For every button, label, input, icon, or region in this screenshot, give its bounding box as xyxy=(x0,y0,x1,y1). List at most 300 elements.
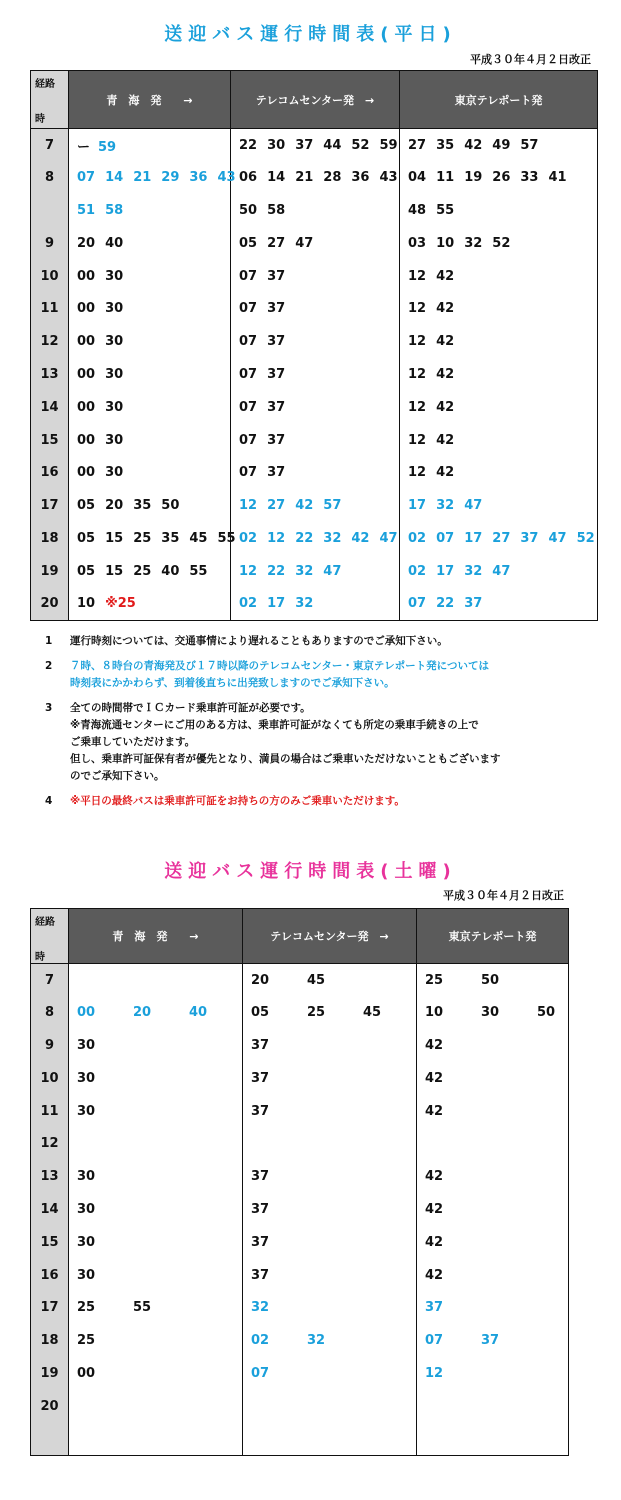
departure-minute: 42 xyxy=(436,301,455,317)
note-line: ７時、８時台の青海発及び１７時以降のテレコムセンター・東京テレポート発については xyxy=(70,660,489,672)
hour-label: 時 xyxy=(35,952,45,963)
departure-minute: 32 xyxy=(307,1333,326,1349)
departure-minute: 37 xyxy=(295,137,314,153)
timetable-row xyxy=(31,964,569,997)
hour-cell: 13 xyxy=(31,1160,69,1193)
departure-cell xyxy=(417,996,569,1029)
timetable-row xyxy=(31,1095,569,1128)
departure-minute: 55 xyxy=(133,1300,152,1316)
departure-cell xyxy=(417,1160,569,1193)
departure-minute: 37 xyxy=(267,268,286,284)
departure-minute: 47 xyxy=(492,563,511,579)
departure-cell xyxy=(243,1226,417,1259)
departure-cell xyxy=(400,129,598,162)
departure-minute: 07 xyxy=(77,170,96,186)
note-number: 2 xyxy=(45,660,53,672)
departure-minute: 30 xyxy=(105,399,124,415)
departure-minute: 07 xyxy=(436,530,455,546)
departure-cell xyxy=(69,555,231,588)
departure-cell xyxy=(400,489,598,522)
note-line: のでご承知下さい。 xyxy=(70,770,165,782)
departure-minute: 48 xyxy=(408,202,427,218)
departure-minute: 42 xyxy=(436,268,455,284)
departure-cell xyxy=(231,522,400,555)
departure-cell xyxy=(69,1062,243,1095)
saturday-timetable xyxy=(30,908,569,1456)
timetable-row xyxy=(31,325,598,358)
timetable-row xyxy=(31,424,598,457)
departure-minute: 05 xyxy=(77,563,96,579)
route-hour-header xyxy=(31,909,69,964)
timetable-row xyxy=(31,555,598,588)
departure-cell xyxy=(400,391,598,424)
departure-minute: 44 xyxy=(323,137,342,153)
departure-cell xyxy=(231,227,400,260)
departure-minute: 12 xyxy=(408,432,427,448)
departure-minute: 32 xyxy=(251,1300,270,1316)
departure-cell xyxy=(417,1029,569,1062)
departure-cell xyxy=(231,588,400,621)
departure-cell xyxy=(243,1160,417,1193)
departure-minute: 32 xyxy=(436,498,455,514)
departure-minute: 32 xyxy=(295,563,314,579)
departure-cell xyxy=(69,1390,243,1423)
departure-minute: 37 xyxy=(464,596,483,612)
departure-cell xyxy=(69,161,236,194)
departure-minute: 07 xyxy=(239,301,258,317)
departure-minute: 42 xyxy=(436,366,455,382)
timetable-row xyxy=(31,161,598,194)
departure-cell xyxy=(231,358,400,391)
weekday-timetable xyxy=(30,70,598,621)
departure-minute: 42 xyxy=(436,334,455,350)
departure-minute: 58 xyxy=(267,202,286,218)
note-line: 時刻表にかかわらず、到着後直ちに出発致しますのでご承知下さい。 xyxy=(70,677,395,689)
note-item xyxy=(45,658,605,692)
departure-cell xyxy=(231,129,400,162)
timetable-row xyxy=(31,194,598,227)
departure-cell xyxy=(417,1423,569,1456)
departure-cell xyxy=(243,1259,417,1292)
departure-minute: 51 xyxy=(77,202,96,218)
departure-minute: 37 xyxy=(520,530,539,546)
departure-cell xyxy=(400,456,598,489)
hour-cell: 8 xyxy=(31,996,69,1029)
departure-minute: 45 xyxy=(363,1005,382,1021)
departure-minute: 41 xyxy=(548,170,567,186)
departure-cell xyxy=(231,489,400,522)
departure-minute: 37 xyxy=(267,334,286,350)
note-item xyxy=(45,633,605,650)
departure-minute: 00 xyxy=(77,334,96,350)
departure-minute: 10 xyxy=(77,596,96,612)
departure-minute: 22 xyxy=(436,596,455,612)
departure-minute: 52 xyxy=(351,137,370,153)
departure-minute: 07 xyxy=(239,334,258,350)
timetable-row xyxy=(31,1423,569,1456)
departure-cell xyxy=(231,424,400,457)
hour-cell: 17 xyxy=(31,489,69,522)
departure-minute: 12 xyxy=(408,334,427,350)
timetable-row xyxy=(31,1226,569,1259)
departure-cell xyxy=(417,1291,569,1324)
departure-minute: 47 xyxy=(379,530,398,546)
weekday-revised-date: 平成３０年４月２日改正 xyxy=(470,53,591,66)
hour-cell: 12 xyxy=(31,1127,69,1160)
departure-minute: 45 xyxy=(189,530,208,546)
note-line: ※平日の最終バスは乗車許可証をお持ちの方のみご乗車いただけます。 xyxy=(70,795,405,807)
departure-cell xyxy=(69,456,231,489)
hour-cell: 9 xyxy=(31,227,69,260)
departure-minute: 37 xyxy=(251,1103,270,1119)
departure-minute: 37 xyxy=(267,465,286,481)
hour-cell: 20 xyxy=(31,588,69,621)
departure-cell xyxy=(69,129,231,162)
departure-minute: 15 xyxy=(105,563,124,579)
departure-minute: 45 xyxy=(307,972,326,988)
departure-minute: 22 xyxy=(267,563,286,579)
departure-cell xyxy=(400,424,598,457)
column-header-telecom-center: テレコムセンター発 → xyxy=(243,909,417,964)
hour-cell: 17 xyxy=(31,1291,69,1324)
note-line: 但し、乗車許可証保有者が優先となり、満員の場合はご乗車いただけないこともございます xyxy=(70,753,501,765)
hour-cell: 13 xyxy=(31,358,69,391)
departure-minute: 30 xyxy=(77,1103,96,1119)
departure-cell xyxy=(417,1127,569,1160)
departure-minute: 25 xyxy=(133,563,152,579)
departure-minute: 42 xyxy=(295,498,314,514)
departure-minute: 32 xyxy=(323,530,342,546)
timetable-row xyxy=(31,260,598,293)
departure-minute: 02 xyxy=(408,563,427,579)
departure-minute: 00 xyxy=(77,268,96,284)
departure-cell xyxy=(400,555,598,588)
departure-cell xyxy=(69,1127,243,1160)
departure-minute: 37 xyxy=(267,432,286,448)
departure-minute: 04 xyxy=(408,170,427,186)
departure-cell xyxy=(243,996,417,1029)
departure-cell xyxy=(231,325,400,358)
departure-minute: 05 xyxy=(77,498,96,514)
departure-minute: 32 xyxy=(464,563,483,579)
departure-minute: 27 xyxy=(492,530,511,546)
departure-cell xyxy=(417,1324,569,1357)
departure-minute: 00 xyxy=(77,399,96,415)
departure-minute: 11 xyxy=(436,170,455,186)
departure-cell xyxy=(69,964,243,997)
note-item xyxy=(45,700,605,785)
departure-minute: 40 xyxy=(189,1005,208,1021)
departure-minute: 42 xyxy=(425,1103,444,1119)
departure-minute: 05 xyxy=(251,1005,270,1021)
departure-minute: 17 xyxy=(267,596,286,612)
departure-minute: 02 xyxy=(408,530,427,546)
departure-minute: 42 xyxy=(436,432,455,448)
timetable-row xyxy=(31,1160,569,1193)
departure-minute: 30 xyxy=(77,1169,96,1185)
note-number: 3 xyxy=(45,702,53,714)
departure-minute: 47 xyxy=(548,530,567,546)
departure-minute: 37 xyxy=(481,1333,500,1349)
column-header-telecom-center: テレコムセンター発 → xyxy=(231,71,400,129)
departure-cell xyxy=(69,1259,243,1292)
departure-minute: 32 xyxy=(464,235,483,251)
departure-minute: 37 xyxy=(267,301,286,317)
note-line: 全ての時間帯でＩＣカード乗車許可証が必要です。 xyxy=(70,702,311,714)
departure-minute: 30 xyxy=(77,1070,96,1086)
departure-minute: 27 xyxy=(267,498,286,514)
departure-minute: 10 xyxy=(436,235,455,251)
departure-minute: 33 xyxy=(520,170,539,186)
hour-cell: 8 xyxy=(31,161,69,194)
departure-minute: 12 xyxy=(408,465,427,481)
departure-cell xyxy=(417,1357,569,1390)
departure-cell xyxy=(400,227,598,260)
departure-cell xyxy=(69,1324,243,1357)
hour-cell: 20 xyxy=(31,1390,69,1423)
departure-cell xyxy=(69,260,231,293)
departure-minute: 30 xyxy=(77,1267,96,1283)
timetable-row xyxy=(31,489,598,522)
departure-minute: 12 xyxy=(408,366,427,382)
departure-minute: 47 xyxy=(295,235,314,251)
departure-minute: 47 xyxy=(323,563,342,579)
departure-cell xyxy=(243,1390,417,1423)
note-number: 1 xyxy=(45,635,53,647)
timetable-row xyxy=(31,522,598,555)
departure-minute: 30 xyxy=(77,1201,96,1217)
departure-minute: 55 xyxy=(189,563,208,579)
hour-cell xyxy=(31,1423,69,1456)
departure-minute: 21 xyxy=(133,170,152,186)
timetable-row xyxy=(31,292,598,325)
departure-minute: 42 xyxy=(425,1037,444,1053)
hour-cell: 9 xyxy=(31,1029,69,1062)
column-header-tokyo-teleport: 東京テレポート発 xyxy=(400,71,598,129)
departure-minute: 40 xyxy=(161,563,180,579)
note-line: ※青海流通センターにご用のある方は、乗車許可証がなくても所定の乗車手続きの上で xyxy=(70,719,479,731)
departure-cell xyxy=(69,996,243,1029)
departure-minute: 55 xyxy=(217,530,236,546)
departure-minute: 37 xyxy=(251,1070,270,1086)
departure-minute: 29 xyxy=(161,170,180,186)
departure-minute: 37 xyxy=(425,1300,444,1316)
departure-cell xyxy=(69,522,236,555)
departure-cell xyxy=(69,358,231,391)
departure-minute: 00 xyxy=(77,465,96,481)
departure-minute: 02 xyxy=(239,530,258,546)
departure-minute: 35 xyxy=(436,137,455,153)
note-number: 4 xyxy=(45,795,53,807)
departure-cell xyxy=(417,1390,569,1423)
departure-minute: 07 xyxy=(239,268,258,284)
hour-cell: 11 xyxy=(31,292,69,325)
departure-minute: 20 xyxy=(251,972,270,988)
departure-minute: 57 xyxy=(520,137,539,153)
hour-cell: 7 xyxy=(31,129,69,162)
hour-cell: 19 xyxy=(31,555,69,588)
departure-cell xyxy=(69,1193,243,1226)
departure-minute: 50 xyxy=(161,498,180,514)
timetable-row xyxy=(31,1062,569,1095)
departure-minute: 50 xyxy=(239,202,258,218)
departure-minute: 03 xyxy=(408,235,427,251)
hour-cell: 18 xyxy=(31,522,69,555)
departure-minute: 42 xyxy=(436,465,455,481)
departure-cell xyxy=(69,1423,243,1456)
departure-minute: 50 xyxy=(481,972,500,988)
departure-cell xyxy=(69,1095,243,1128)
departure-minute: 00 xyxy=(77,301,96,317)
departure-minute: 27 xyxy=(267,235,286,251)
departure-minute: 37 xyxy=(251,1201,270,1217)
departure-minute: 07 xyxy=(408,596,427,612)
departure-minute: 52 xyxy=(492,235,511,251)
departure-minute: 37 xyxy=(251,1169,270,1185)
departure-minute: 10 xyxy=(425,1005,444,1021)
departure-minute: 07 xyxy=(239,465,258,481)
note-line: ご乗車していただけます。 xyxy=(70,736,196,748)
departure-minute: 50 xyxy=(537,1005,556,1021)
timetable-row xyxy=(31,1291,569,1324)
departure-cell xyxy=(400,161,598,194)
departure-minute: 19 xyxy=(464,170,483,186)
departure-minute: 27 xyxy=(408,137,427,153)
departure-minute: 20 xyxy=(133,1005,152,1021)
timetable-row xyxy=(31,1259,569,1292)
route-label: 経路 xyxy=(35,79,55,90)
hour-cell: 14 xyxy=(31,391,69,424)
departure-minute: 30 xyxy=(77,1234,96,1250)
departure-cell xyxy=(417,1095,569,1128)
departure-minute: 35 xyxy=(133,498,152,514)
timetable-row xyxy=(31,227,598,260)
departure-minute: ※25 xyxy=(105,596,136,612)
departure-minute: 00 xyxy=(77,432,96,448)
departure-minute: 42 xyxy=(436,399,455,415)
departure-cell xyxy=(231,391,400,424)
departure-minute: 43 xyxy=(379,170,398,186)
departure-cell xyxy=(243,1193,417,1226)
departure-minute: 07 xyxy=(239,432,258,448)
hour-cell: 11 xyxy=(31,1095,69,1128)
hour-label: 時 xyxy=(35,114,45,125)
departure-minute: 14 xyxy=(105,170,124,186)
departure-minute: 30 xyxy=(105,432,124,448)
departure-minute: 42 xyxy=(425,1201,444,1217)
departure-minute: 12 xyxy=(408,399,427,415)
departure-minute: 37 xyxy=(251,1037,270,1053)
departure-minute: 12 xyxy=(408,301,427,317)
departure-cell xyxy=(231,292,400,325)
departure-minute: 43 xyxy=(217,170,236,186)
departure-minute: 26 xyxy=(492,170,511,186)
departure-minute: 25 xyxy=(425,972,444,988)
departure-minute: 37 xyxy=(267,399,286,415)
hour-cell: 14 xyxy=(31,1193,69,1226)
departure-minute: 17 xyxy=(436,563,455,579)
departure-minute: 20 xyxy=(77,235,96,251)
departure-cell xyxy=(69,1226,243,1259)
departure-cell xyxy=(69,1291,243,1324)
departure-minute: 59 xyxy=(379,137,398,153)
timetable-row xyxy=(31,588,598,621)
departure-minute: 37 xyxy=(251,1267,270,1283)
departure-minute: 07 xyxy=(239,399,258,415)
hour-cell xyxy=(31,194,69,227)
departure-cell xyxy=(231,194,400,227)
departure-minute: 07 xyxy=(251,1365,270,1381)
departure-minute: 28 xyxy=(323,170,342,186)
hour-cell: 18 xyxy=(31,1324,69,1357)
departure-minute: 00 xyxy=(77,366,96,382)
departure-minute: 35 xyxy=(161,530,180,546)
departure-minute: 17 xyxy=(408,498,427,514)
departure-minute: 58 xyxy=(105,202,124,218)
departure-cell xyxy=(417,1259,569,1292)
departure-minute: 12 xyxy=(408,268,427,284)
departure-cell xyxy=(231,161,400,194)
departure-minute: 25 xyxy=(307,1005,326,1021)
departure-cell xyxy=(400,292,598,325)
departure-cell xyxy=(69,588,231,621)
column-header-aomi: 青 海 発 → xyxy=(69,71,231,129)
timetable-row xyxy=(31,996,569,1029)
departure-cell xyxy=(69,325,231,358)
departure-cell xyxy=(243,964,417,997)
departure-minute: 02 xyxy=(251,1333,270,1349)
saturday-revised-date: 平成３０年４月２日改正 xyxy=(443,889,564,902)
route-label: 経路 xyxy=(35,917,55,928)
departure-minute: 57 xyxy=(323,498,342,514)
departure-minute: 14 xyxy=(267,170,286,186)
departure-cell xyxy=(69,1357,243,1390)
departure-minute: 06 xyxy=(239,170,258,186)
departure-cell xyxy=(400,325,598,358)
departure-cell xyxy=(417,1062,569,1095)
departure-cell xyxy=(69,489,231,522)
departure-minute: 12 xyxy=(239,498,258,514)
departure-cell xyxy=(69,1160,243,1193)
departure-minute: 30 xyxy=(105,334,124,350)
departure-minute: 40 xyxy=(105,235,124,251)
departure-minute: 42 xyxy=(425,1267,444,1283)
departure-minute: 21 xyxy=(295,170,314,186)
timetable-row xyxy=(31,1324,569,1357)
departure-minute: 37 xyxy=(267,366,286,382)
departure-minute: 07 xyxy=(425,1333,444,1349)
timetable-row xyxy=(31,358,598,391)
departure-cell xyxy=(231,456,400,489)
notes xyxy=(45,633,605,818)
departure-minute: 55 xyxy=(436,202,455,218)
departure-cell xyxy=(243,1324,417,1357)
timetable-row xyxy=(31,1390,569,1423)
hour-cell: 16 xyxy=(31,456,69,489)
note-line: 運行時刻については、交通事情により遅れることもありますのでご承知下さい。 xyxy=(70,635,448,647)
departure-cell xyxy=(243,1423,417,1456)
departure-minute: 32 xyxy=(295,596,314,612)
departure-minute: 20 xyxy=(105,498,124,514)
weekday-title: 送迎バス運行時間表(平日) xyxy=(164,24,457,45)
timetable-row xyxy=(31,1357,569,1390)
departure-minute: 30 xyxy=(105,465,124,481)
departure-minute: 25 xyxy=(77,1300,96,1316)
departure-cell xyxy=(243,1062,417,1095)
column-header-tokyo-teleport: 東京テレポート発 xyxy=(417,909,569,964)
departure-minute: 52 xyxy=(576,530,595,546)
departure-minute: 12 xyxy=(267,530,286,546)
